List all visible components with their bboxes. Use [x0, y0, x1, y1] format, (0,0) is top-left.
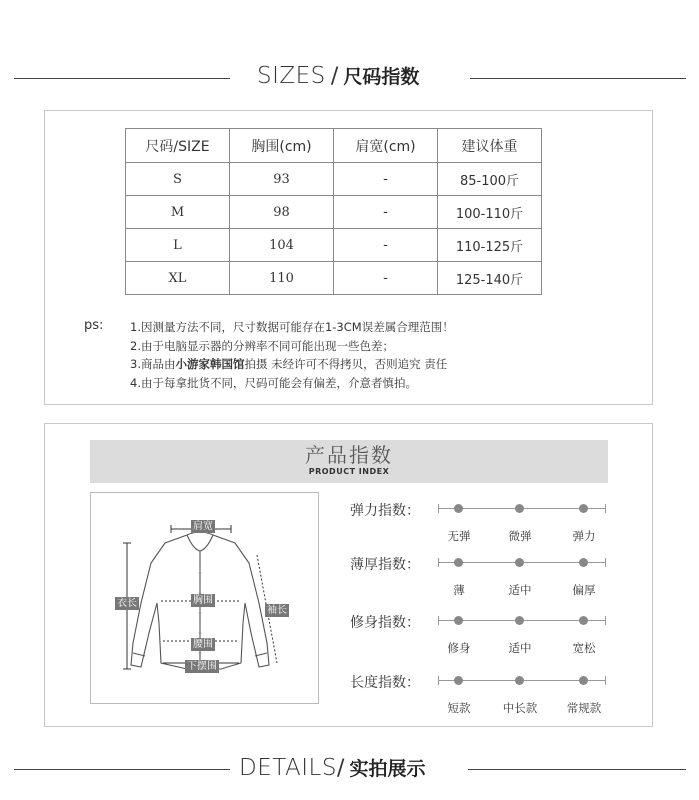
- product-index-banner: [90, 440, 608, 483]
- scale-dot: [515, 504, 524, 513]
- header-chest: 胸围(cm): [230, 129, 334, 163]
- scale-dot: [579, 504, 588, 513]
- table-row: [126, 196, 542, 229]
- index-scale: [438, 680, 606, 715]
- scale-dot: [454, 504, 463, 513]
- index-label: 弹力指数：: [350, 503, 420, 519]
- index-option: 常规款: [566, 701, 602, 715]
- note-line-1: 1.因测量方法不同，尺寸数据可能存在1-3CM误差属合理范围！: [130, 320, 454, 334]
- details-heading: [239, 754, 425, 781]
- scale-tick: [605, 558, 606, 567]
- size-table-header: [126, 129, 542, 163]
- index-option: 适中: [508, 583, 532, 597]
- notes-list: [130, 318, 454, 392]
- scale-dot: [515, 676, 524, 685]
- scale-dot: [454, 676, 463, 685]
- index-option: 中长款: [502, 701, 538, 715]
- scale-tick: [438, 616, 439, 625]
- index-option: 弹力: [572, 529, 596, 543]
- sizes-heading-cn: 尺码指数: [343, 66, 420, 88]
- cell-size: L: [126, 229, 230, 262]
- cell-chest: 98: [230, 196, 334, 229]
- scale-tick: [605, 676, 606, 685]
- shoulder-tag: 肩宽: [193, 521, 213, 532]
- note-line-2: 2.由于电脑显示器的分辨率不同可能出现一些色差；: [130, 338, 394, 353]
- cell-chest: 93: [230, 163, 334, 196]
- index-option: 偏厚: [572, 583, 596, 597]
- header-size: 尺码/SIZE: [126, 129, 230, 163]
- product-index-title-en: PRODUCT INDEX: [308, 467, 390, 476]
- cell-weight: 110-125斤: [438, 229, 542, 262]
- table-row: [126, 262, 542, 295]
- index-option: 修身: [447, 641, 471, 655]
- cell-size: XL: [126, 262, 230, 295]
- index-scale: [438, 508, 606, 543]
- index-label: 薄厚指数：: [350, 557, 420, 573]
- index-option: 短款: [447, 701, 471, 715]
- waist-tag: 腰围: [193, 639, 213, 650]
- table-row: [126, 163, 542, 196]
- cell-shoulder: -: [334, 163, 438, 196]
- scale-dot: [515, 616, 524, 625]
- scale-dot: [579, 616, 588, 625]
- cell-chest: 110: [230, 262, 334, 295]
- cell-size: M: [126, 196, 230, 229]
- index-label: 长度指数：: [350, 675, 420, 691]
- header-shoulder: 肩宽(cm): [334, 129, 438, 163]
- cell-chest: 104: [230, 229, 334, 262]
- scale-tick: [438, 504, 439, 513]
- note-line-3: [130, 355, 454, 374]
- note-line-3-prefix: 3.商品由: [130, 357, 176, 371]
- scale-dot: [579, 558, 588, 567]
- cell-weight: 125-140斤: [438, 262, 542, 295]
- sizes-heading: [257, 62, 419, 89]
- details-heading-slash: /: [336, 756, 345, 781]
- sleeve-tag: 袖长: [267, 605, 287, 616]
- index-scale: [438, 620, 606, 655]
- index-option: 无弹: [447, 529, 471, 543]
- sizes-rule-right: [470, 78, 686, 79]
- notes-label: ps:: [84, 318, 104, 333]
- scale-dot: [515, 558, 524, 567]
- scale-dot: [454, 558, 463, 567]
- index-label: 修身指数：: [350, 615, 420, 631]
- note-line-3-studio: 小游家韩国馆: [175, 357, 245, 371]
- cell-size: S: [126, 163, 230, 196]
- scale-tick: [438, 558, 439, 567]
- scale-tick: [605, 616, 606, 625]
- chest-tag: 胸围: [193, 595, 213, 606]
- details-heading-cn: 实拍展示: [349, 758, 426, 780]
- cell-shoulder: -: [334, 196, 438, 229]
- size-table: [125, 128, 542, 295]
- sizes-heading-slash: /: [330, 64, 339, 89]
- product-index-title-cn: 产品指数: [305, 443, 393, 467]
- scale-dot: [579, 676, 588, 685]
- note-line-3-suffix: 拍摄 未经许可不得拷贝，否则追究 责任: [244, 357, 448, 371]
- scale-tick: [605, 504, 606, 513]
- cell-weight: 85-100斤: [438, 163, 542, 196]
- index-scale: [438, 562, 606, 597]
- note-line-4: 4.由于每拿批货不同，尺码可能会有偏差，介意者慎拍。: [130, 375, 417, 390]
- cell-weight: 100-110斤: [438, 196, 542, 229]
- table-row: [126, 229, 542, 262]
- index-option: 适中: [508, 641, 532, 655]
- index-option: 薄: [453, 583, 465, 597]
- header-weight: 建议体重: [438, 129, 542, 163]
- index-option: 微弹: [508, 529, 532, 543]
- length-tag: 衣长: [117, 598, 137, 609]
- cell-shoulder: -: [334, 229, 438, 262]
- details-heading-en: DETAILS: [239, 755, 337, 781]
- sizes-rule-left: [14, 78, 230, 79]
- scale-dot: [454, 616, 463, 625]
- sizes-heading-en: SIZES: [257, 63, 326, 89]
- cell-shoulder: -: [334, 262, 438, 295]
- details-rule-left: [14, 769, 230, 770]
- hem-tag: 下摆围: [187, 661, 217, 672]
- scale-tick: [438, 676, 439, 685]
- shirt-measurement-figure: [90, 492, 319, 704]
- details-rule-right: [468, 769, 686, 770]
- index-option: 宽松: [572, 641, 596, 655]
